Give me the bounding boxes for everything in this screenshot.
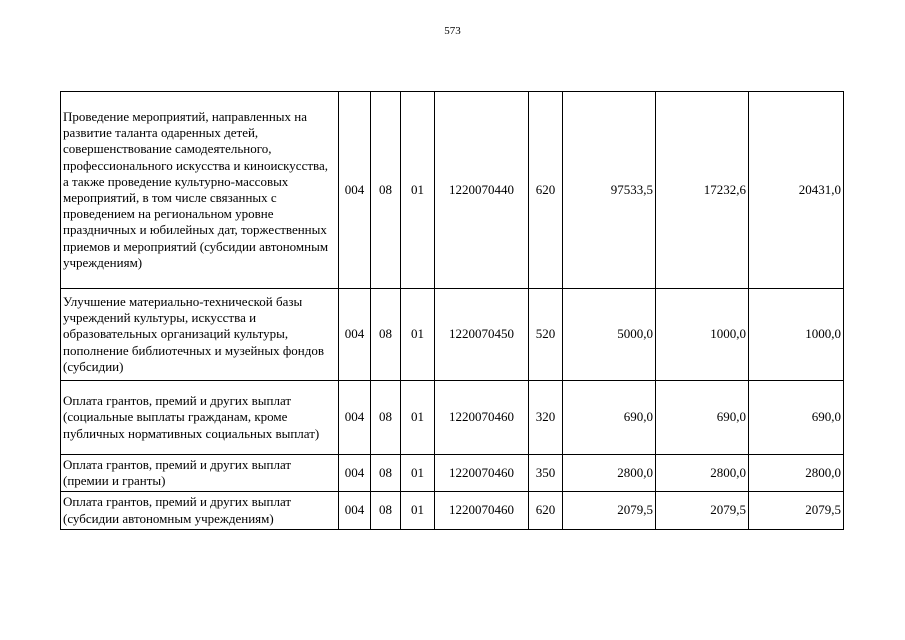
description-cell: Улучшение материально-технической базы учреждений культуры, искусства и образовательных организаций культуры, пополнение библиотечных и музейных фондов (субсидии) (61, 289, 339, 381)
subsection-code-cell: 01 (401, 381, 435, 455)
subsection-code-cell: 01 (401, 455, 435, 492)
section-code-cell: 08 (371, 92, 401, 289)
description-cell: Проведение мероприятий, направленных на развитие таланта одаренных детей, совершенствование самодеятельного, профессионального искусства и киноискусства, а также проведение культурно-массовых мероприятий, в том числе связанных с проведением на региональном уровне праздничных и юбилейных дат, торжественных приемов и мероприятий (субсидии автономным учреждениям) (61, 92, 339, 289)
table-row (61, 492, 844, 530)
description-cell: Оплата грантов, премий и других выплат (социальные выплаты гражданам, кроме публичных нормативных социальных выплат) (61, 381, 339, 455)
subsection-code-cell: 01 (401, 492, 435, 530)
target-article-cell: 1220070460 (435, 455, 529, 492)
amount-cell: 2800,0 (749, 455, 844, 492)
amount-cell: 2079,5 (563, 492, 656, 530)
section-code-cell: 08 (371, 289, 401, 381)
subsection-code-cell: 01 (401, 92, 435, 289)
target-article-cell: 1220070460 (435, 381, 529, 455)
amount-cell: 2800,0 (656, 455, 749, 492)
amount-cell: 2079,5 (656, 492, 749, 530)
description-cell: Оплата грантов, премий и других выплат (премии и гранты) (61, 455, 339, 492)
page-number: 573 (444, 25, 461, 37)
target-article-cell: 1220070460 (435, 492, 529, 530)
ministry-code-cell: 004 (339, 492, 371, 530)
amount-cell: 2079,5 (749, 492, 844, 530)
section-code-cell: 08 (371, 381, 401, 455)
amount-cell: 5000,0 (563, 289, 656, 381)
section-code-cell: 08 (371, 492, 401, 530)
ministry-code-cell: 004 (339, 381, 371, 455)
amount-cell: 690,0 (749, 381, 844, 455)
budget-table (60, 91, 844, 530)
target-article-cell: 1220070450 (435, 289, 529, 381)
ministry-code-cell: 004 (339, 455, 371, 492)
amount-cell: 690,0 (656, 381, 749, 455)
amount-cell: 2800,0 (563, 455, 656, 492)
amount-cell: 1000,0 (656, 289, 749, 381)
description-cell: Оплата грантов, премий и других выплат (субсидии автономным учреждениям) (61, 492, 339, 530)
expense-type-cell: 620 (529, 492, 563, 530)
subsection-code-cell: 01 (401, 289, 435, 381)
table-row (61, 381, 844, 455)
table-row (61, 289, 844, 381)
target-article-cell: 1220070440 (435, 92, 529, 289)
amount-cell: 20431,0 (749, 92, 844, 289)
table-row (61, 92, 844, 289)
expense-type-cell: 520 (529, 289, 563, 381)
expense-type-cell: 350 (529, 455, 563, 492)
expense-type-cell: 320 (529, 381, 563, 455)
table-row (61, 455, 844, 492)
ministry-code-cell: 004 (339, 289, 371, 381)
amount-cell: 690,0 (563, 381, 656, 455)
section-code-cell: 08 (371, 455, 401, 492)
amount-cell: 97533,5 (563, 92, 656, 289)
ministry-code-cell: 004 (339, 92, 371, 289)
expense-type-cell: 620 (529, 92, 563, 289)
amount-cell: 1000,0 (749, 289, 844, 381)
amount-cell: 17232,6 (656, 92, 749, 289)
